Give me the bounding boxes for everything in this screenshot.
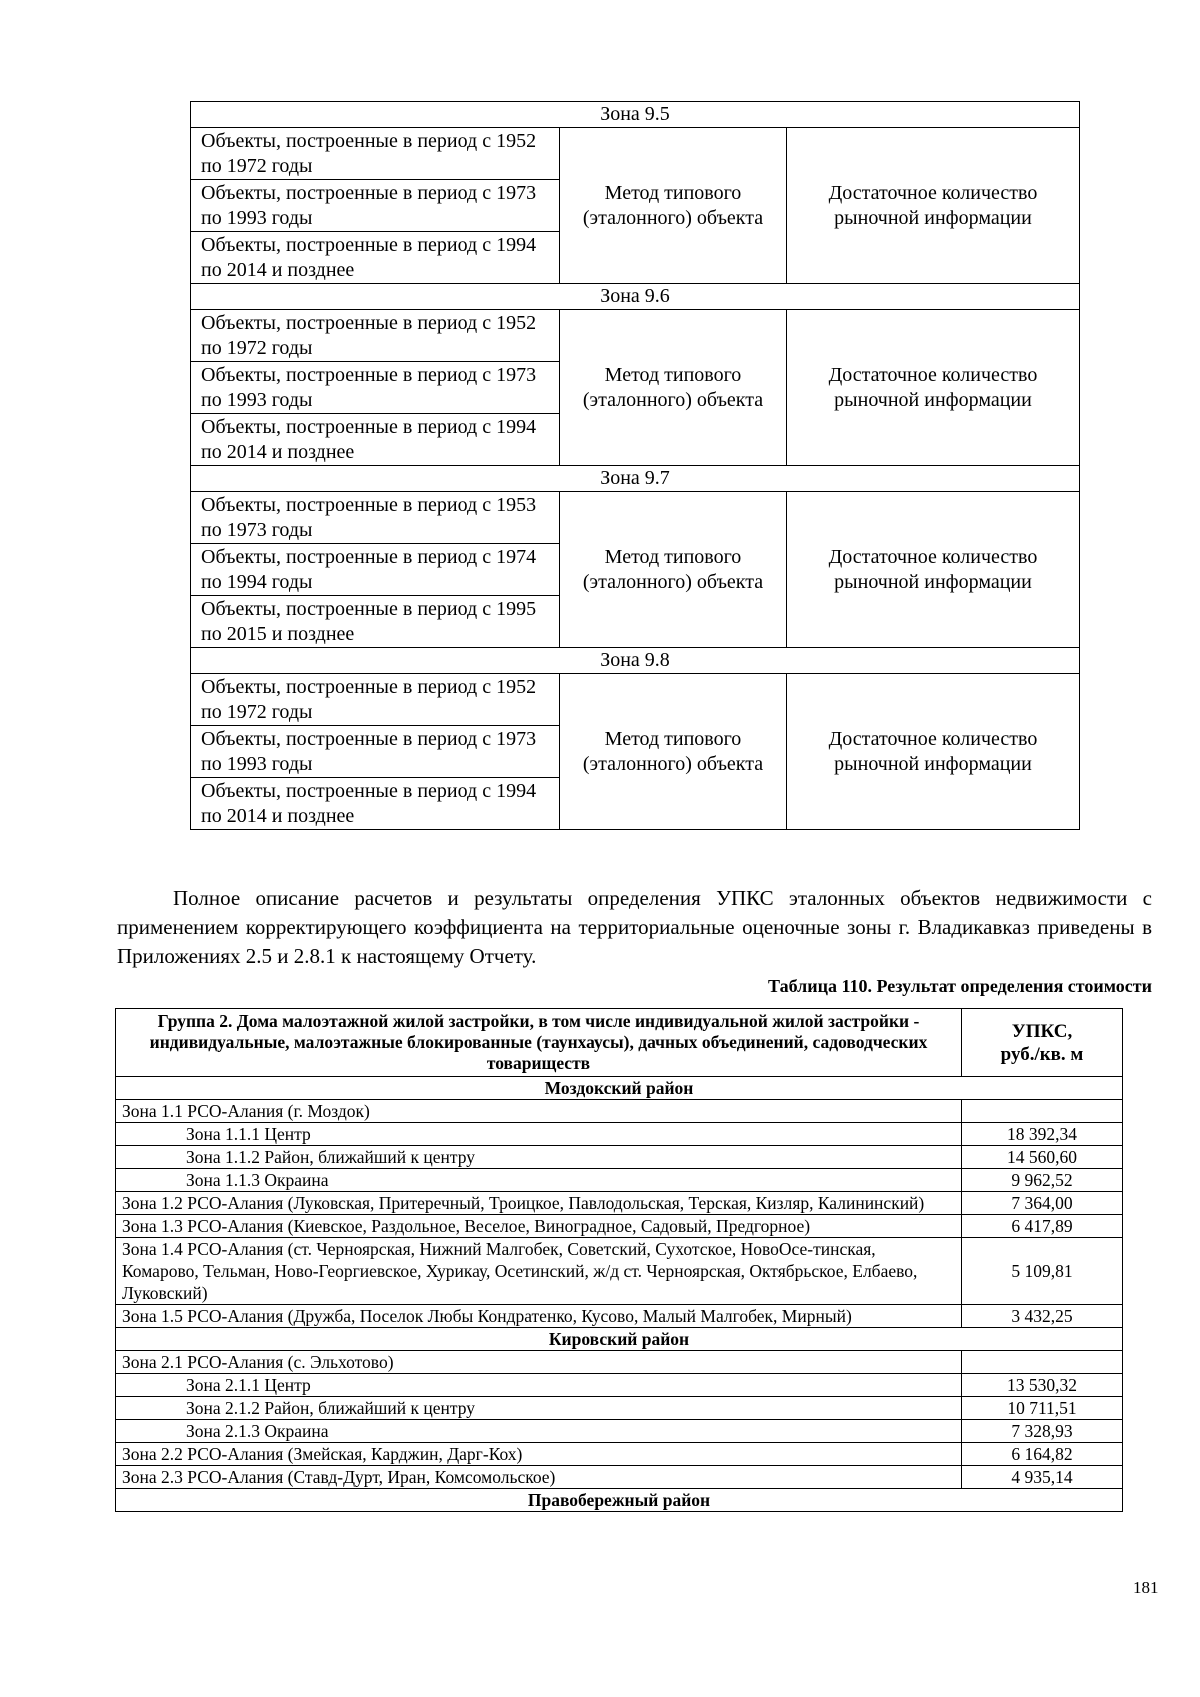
zone-title: Зона 9.6	[191, 284, 1080, 310]
result-header-row	[116, 1009, 1123, 1077]
method-cell: Метод типового (эталонного) объекта	[560, 492, 787, 648]
upks-value-cell: 13 530,32	[962, 1374, 1123, 1397]
object-period-cell: Объекты, построенные в период с 1953 по 1973 годы	[191, 492, 560, 544]
upks-value-cell	[962, 1351, 1123, 1374]
zone-object-row	[191, 310, 1080, 362]
header-value-line1: УПКС,	[1011, 1020, 1073, 1042]
upks-value-cell: 7 364,00	[962, 1192, 1123, 1215]
upks-value-cell: 5 109,81	[962, 1238, 1123, 1305]
zone-name-cell: Зона 2.1.2 Район, ближайший к центру	[116, 1397, 962, 1420]
zone-title: Зона 9.8	[191, 648, 1080, 674]
object-period-cell: Объекты, построенные в период с 1994 по 2014 и позднее	[191, 232, 560, 284]
object-period-cell: Объекты, построенные в период с 1973 по 1993 годы	[191, 726, 560, 778]
object-period-cell: Объекты, построенные в период с 1973 по 1993 годы	[191, 180, 560, 232]
zone-object-row	[191, 128, 1080, 180]
object-period-cell: Объекты, построенные в период с 1952 по 1972 годы	[191, 674, 560, 726]
table-row	[116, 1466, 1123, 1489]
method-cell: Метод типового (эталонного) объекта	[560, 128, 787, 284]
upks-value-cell: 18 392,34	[962, 1123, 1123, 1146]
object-period-cell: Объекты, построенные в период с 1974 по 1994 годы	[191, 544, 560, 596]
district-row	[116, 1077, 1123, 1100]
district-title: Кировский район	[116, 1328, 1123, 1351]
zone-object-row	[191, 492, 1080, 544]
upks-value-cell: 3 432,25	[962, 1305, 1123, 1328]
table-row	[116, 1215, 1123, 1238]
method-cell: Метод типового (эталонного) объекта	[560, 310, 787, 466]
header-value	[962, 1009, 1123, 1077]
object-period-cell: Объекты, построенные в период с 1952 по 1972 годы	[191, 310, 560, 362]
zone-header-row	[191, 284, 1080, 310]
result-table	[115, 1008, 1123, 1512]
object-period-cell: Объекты, построенные в период с 1952 по 1972 годы	[191, 128, 560, 180]
district-row	[116, 1328, 1123, 1351]
upks-value-cell: 14 560,60	[962, 1146, 1123, 1169]
table-row	[116, 1397, 1123, 1420]
zone-name-cell: Зона 2.2 РСО-Алания (Змейская, Карджин, Дарг-Кох)	[116, 1443, 962, 1466]
header-group: Группа 2. Дома малоэтажной жилой застройки, в том числе индивидуальной жилой застройки - индивидуальные, малоэтажные блокированные (таунхаусы), дачных объединений, садоводческих товариществ	[116, 1009, 962, 1077]
zone-header-row	[191, 648, 1080, 674]
zone-title: Зона 9.5	[191, 102, 1080, 128]
table-row	[116, 1100, 1123, 1123]
table-row	[116, 1192, 1123, 1215]
table-row	[116, 1305, 1123, 1328]
zone-object-row	[191, 674, 1080, 726]
zone-name-cell: Зона 2.1 РСО-Алания (с. Эльхотово)	[116, 1351, 962, 1374]
zone-name-cell: Зона 1.4 РСО-Алания (ст. Черноярская, Нижний Малгобек, Советский, Сухотское, НовоОсе-тинская, Комарово, Тельман, Ново-Георгиевское, Хурикау, Осетинский, ж/д ст. Черноярская, Октябрьское, Елбаево, Луковский)	[116, 1238, 962, 1305]
zone-name-cell: Зона 1.1 РСО-Алания (г. Моздок)	[116, 1100, 962, 1123]
table-row	[116, 1443, 1123, 1466]
object-period-cell: Объекты, построенные в период с 1973 по 1993 годы	[191, 362, 560, 414]
sufficiency-cell: Достаточное количество рыночной информации	[787, 674, 1080, 830]
upks-value-cell: 7 328,93	[962, 1420, 1123, 1443]
sufficiency-cell: Достаточное количество рыночной информации	[787, 492, 1080, 648]
description-paragraph: Полное описание расчетов и результаты определения УПКС эталонных объектов недвижимости с применением корректирующего коэффициента на территориальные оценочные зоны г. Владикавказ приведены в Приложениях 2.5 и 2.8.1 к настоящему Отчету.	[117, 886, 1152, 968]
district-title: Моздокский район	[116, 1077, 1123, 1100]
table-row	[116, 1374, 1123, 1397]
zone-name-cell: Зона 1.1.3 Окраина	[116, 1169, 962, 1192]
district-title: Правобережный район	[116, 1489, 1123, 1512]
zone-name-cell: Зона 2.3 РСО-Алания (Ставд-Дурт, Иран, Комсомольское)	[116, 1466, 962, 1489]
table-row	[116, 1351, 1123, 1374]
zone-header-row	[191, 466, 1080, 492]
table-row	[116, 1123, 1123, 1146]
zone-name-cell: Зона 2.1.1 Центр	[116, 1374, 962, 1397]
upks-value-cell: 6 417,89	[962, 1215, 1123, 1238]
table-row	[116, 1169, 1123, 1192]
zone-name-cell: Зона 1.5 РСО-Алания (Дружба, Поселок Любы Кондратенко, Кусово, Малый Малгобек, Мирный)	[116, 1305, 962, 1328]
upks-value-cell: 9 962,52	[962, 1169, 1123, 1192]
method-cell: Метод типового (эталонного) объекта	[560, 674, 787, 830]
zone-name-cell: Зона 1.1.2 Район, ближайший к центру	[116, 1146, 962, 1169]
upks-value-cell: 10 711,51	[962, 1397, 1123, 1420]
object-period-cell: Объекты, построенные в период с 1995 по 2015 и позднее	[191, 596, 560, 648]
upks-value-cell	[962, 1100, 1123, 1123]
zone-title: Зона 9.7	[191, 466, 1080, 492]
district-row	[116, 1489, 1123, 1512]
zone-header-row	[191, 102, 1080, 128]
table-row	[116, 1146, 1123, 1169]
zone-name-cell: Зона 1.1.1 Центр	[116, 1123, 962, 1146]
sufficiency-cell: Достаточное количество рыночной информации	[787, 128, 1080, 284]
table-caption: Таблица 110. Результат определения стоимости	[768, 976, 1152, 996]
zones-method-table	[190, 101, 1080, 830]
sufficiency-cell: Достаточное количество рыночной информации	[787, 310, 1080, 466]
object-period-cell: Объекты, построенные в период с 1994 по 2014 и позднее	[191, 414, 560, 466]
upks-value-cell: 6 164,82	[962, 1443, 1123, 1466]
zone-name-cell: Зона 1.2 РСО-Алания (Луковская, Притеречный, Троицкое, Павлодольская, Терская, Кизляр, Калининский)	[116, 1192, 962, 1215]
zone-name-cell: Зона 1.3 РСО-Алания (Киевское, Раздольное, Веселое, Виноградное, Садовый, Предгорное)	[116, 1215, 962, 1238]
header-value-line2: руб./кв. м	[1000, 1043, 1084, 1065]
table-row	[116, 1238, 1123, 1305]
object-period-cell: Объекты, построенные в период с 1994 по 2014 и позднее	[191, 778, 560, 830]
table-row	[116, 1420, 1123, 1443]
upks-value-cell: 4 935,14	[962, 1466, 1123, 1489]
page-number: 181	[1133, 1578, 1159, 1597]
zone-name-cell: Зона 2.1.3 Окраина	[116, 1420, 962, 1443]
